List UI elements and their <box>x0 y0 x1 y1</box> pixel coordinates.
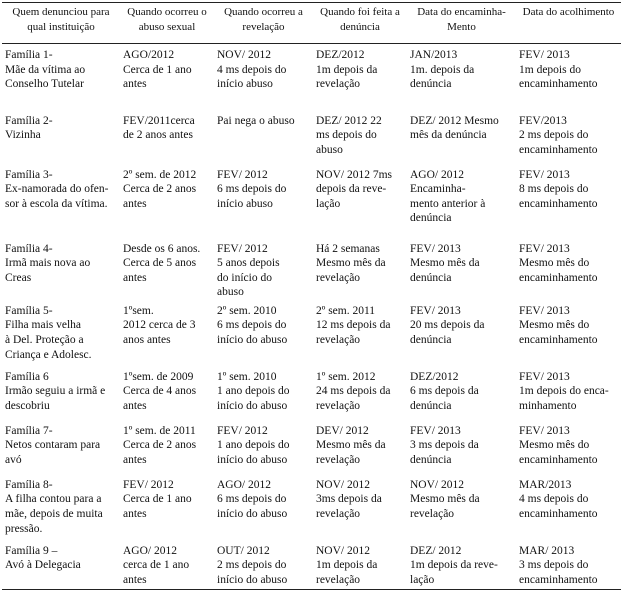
cell-line: início do abuso <box>217 400 288 413</box>
cell-line: A filha contou para a <box>5 493 102 506</box>
report-date-cell <box>313 164 407 238</box>
table-row <box>2 300 621 366</box>
reporter-cell <box>2 540 120 590</box>
reception-cell <box>516 238 621 300</box>
revelation-cell <box>214 44 313 110</box>
header-line: denúncia <box>340 21 380 33</box>
cell-line: FEV/2013 <box>519 114 567 127</box>
cell-line: revelação <box>316 508 361 521</box>
abuse-date-cell <box>120 44 214 110</box>
abuse-date-header <box>120 3 214 44</box>
cell-line: antes <box>123 508 147 521</box>
cell-line: revelação <box>316 271 361 284</box>
reporter-cell <box>2 366 120 420</box>
cell-line: Família 4- <box>5 242 53 255</box>
cell-line: encaminhamento <box>519 143 598 156</box>
cell-line: encaminhamento <box>519 454 598 467</box>
cell-line: Ex-namorada do ofen- <box>5 183 109 196</box>
cell-line: 2 ms depois do <box>217 559 287 572</box>
cell-line: antes <box>123 400 147 413</box>
referral-header <box>407 3 516 44</box>
cell-line: início abuso <box>217 197 273 210</box>
table-row <box>2 44 621 110</box>
cell-line: 6 ms depois da <box>410 385 479 398</box>
cell-line: Mesmo mês da <box>410 493 480 506</box>
cell-line: revelação <box>410 508 455 521</box>
reception-cell <box>516 164 621 238</box>
cell-line: antes <box>123 78 147 91</box>
cell-line: encaminhamento <box>519 574 598 587</box>
abuse-date-cell <box>120 540 214 590</box>
cell-line: início do abuso <box>217 508 288 521</box>
cell-line: Cerca de 2 anos <box>123 183 197 196</box>
cell-line: 4 ms depois do <box>519 493 589 506</box>
cell-line: 2º sem. 2010 <box>217 304 277 317</box>
cell-line: Família 6 <box>5 370 49 383</box>
cell-line: 24 ms depois da <box>316 385 391 398</box>
cell-line: DEZ/ 2012 <box>410 544 462 557</box>
report-date-header <box>313 3 407 44</box>
cell-line: antes <box>123 454 147 467</box>
cell-line: DEV/ 2012 <box>316 424 369 437</box>
cell-line: NOV/ 2012 <box>316 478 370 491</box>
cell-line: FEV/ 2013 <box>519 49 570 61</box>
table-row <box>2 164 621 238</box>
cell-line: antes <box>123 271 147 284</box>
reporter-cell <box>2 300 120 366</box>
report-date-cell <box>313 44 407 110</box>
cell-line: início do abuso <box>217 454 288 467</box>
cell-line: depois da reve- <box>316 183 387 196</box>
cell-line: MAR/ 2013 <box>519 544 575 557</box>
cell-line: denúncia <box>410 400 452 413</box>
revelation-cell <box>214 540 313 590</box>
cell-line: Há 2 semanas <box>316 242 380 255</box>
header-line: Quando foi feita a <box>320 6 400 18</box>
abuse-date-cell <box>120 420 214 474</box>
cell-line: 1ºsem. de 2009 <box>123 370 194 383</box>
cell-line: FEV/ 2013 <box>410 424 461 437</box>
cell-line: Mesmo mês da <box>410 257 480 270</box>
cell-line: 1ºsem. <box>123 304 154 317</box>
reporter-header <box>2 3 120 44</box>
cell-line: FEV/ 2012 <box>217 242 268 255</box>
report-date-cell <box>313 420 407 474</box>
cell-line: DEZ/2012 <box>410 370 459 383</box>
table-row <box>2 474 621 540</box>
cell-line: lação <box>410 574 435 587</box>
cell-line: 1m depois da <box>316 559 378 572</box>
cell-line: denúncia <box>410 212 452 225</box>
cell-line: Família 2- <box>5 114 53 127</box>
reporter-cell <box>2 420 120 474</box>
abuse-date-cell <box>120 164 214 238</box>
cell-line: sor à escola da vítima. <box>5 197 108 210</box>
referral-cell <box>407 44 516 110</box>
cell-line: denúncia <box>410 78 452 91</box>
cell-line: Cerca de 2 anos <box>123 439 197 452</box>
referral-cell <box>407 474 516 540</box>
report-date-cell <box>313 238 407 300</box>
cell-line: Família 3- <box>5 168 53 181</box>
header-line: Quem denunciou para <box>12 6 110 18</box>
table-body <box>2 44 621 590</box>
cell-line: AGO/ 2012 <box>410 168 464 181</box>
header-line: revelação <box>242 21 285 33</box>
report-date-cell <box>313 366 407 420</box>
cell-line: FEV/ 2013 <box>519 168 570 181</box>
reception-cell <box>516 44 621 110</box>
cell-line: 3 ms depois da <box>410 439 479 452</box>
cell-line: OUT/ 2012 <box>217 544 270 557</box>
cell-line: FEV/ 2012 <box>217 424 268 437</box>
cell-line: revelação <box>316 334 361 347</box>
cell-line: avó <box>5 454 22 467</box>
cell-line: abuso <box>217 286 244 299</box>
revelation-header <box>214 3 313 44</box>
cell-line: Família 8- <box>5 478 53 491</box>
referral-cell <box>407 164 516 238</box>
reception-cell <box>516 300 621 366</box>
cell-line: JAN/2013 <box>410 49 458 61</box>
cell-line: FEV/ 2013 <box>519 370 570 383</box>
cell-line: NOV/ 2012 <box>316 544 370 557</box>
cell-line: Mãe da vítima ao <box>5 63 86 76</box>
reporter-cell <box>2 164 120 238</box>
cell-line: Avó à Delegacia <box>5 559 81 572</box>
reporter-cell <box>2 110 120 164</box>
reception-cell <box>516 474 621 540</box>
cell-line: Família 9 – <box>5 544 58 557</box>
cell-line: início do abuso <box>217 334 288 347</box>
header-line: Data do encaminha- <box>417 6 506 18</box>
cell-line: pressão. <box>5 522 43 535</box>
table-row <box>2 238 621 300</box>
table-header-row <box>2 3 621 44</box>
cell-line: do início do <box>217 271 272 284</box>
abuse-date-cell <box>120 238 214 300</box>
cell-line: mês da denúncia <box>410 129 487 142</box>
cell-line: 2º sem. 2011 <box>316 304 376 317</box>
cell-line: 12 ms depois da <box>316 319 391 332</box>
cell-line: Filha mais velha <box>5 319 82 332</box>
cell-line: Pai nega o abuso <box>217 114 295 127</box>
cell-line: 3 ms depois do <box>519 559 589 572</box>
cell-line: Mesmo mês do <box>519 439 590 452</box>
cell-line: FEV/ 2012 <box>123 478 174 491</box>
family-timeline-table <box>2 2 621 590</box>
referral-cell <box>407 366 516 420</box>
table-row <box>2 540 621 590</box>
cell-line: encaminhamento <box>519 271 598 284</box>
revelation-cell <box>214 110 313 164</box>
cell-line: 8 ms depois do <box>519 183 589 196</box>
cell-line: encaminhamento <box>519 508 598 521</box>
cell-line: 20 ms depois da <box>410 319 485 332</box>
cell-line: DEZ/ 2012 22 <box>316 114 382 127</box>
cell-line: AGO/ 2012 <box>123 544 177 557</box>
abuse-date-cell <box>120 366 214 420</box>
abuse-date-cell <box>120 110 214 164</box>
cell-line: 3ms depois da <box>316 493 382 506</box>
referral-cell <box>407 110 516 164</box>
cell-line: FEV/ 2013 <box>519 424 570 437</box>
cell-line: encaminhamento <box>519 78 598 91</box>
cell-line: 1 ano depois do <box>217 385 290 398</box>
cell-line: 1m depois da reve- <box>410 559 498 572</box>
cell-line: FEV/ 2013 <box>519 304 570 317</box>
cell-line: antes <box>123 197 147 210</box>
cell-line: Mesmo mês do <box>519 319 590 332</box>
cell-line: Mesmo mês do <box>519 257 590 270</box>
header-line: Quando ocorreu o <box>127 6 207 18</box>
cell-line: encaminhamento <box>519 197 598 210</box>
cell-line: 2 ms depois do <box>519 129 589 142</box>
cell-line: Encaminha- <box>410 183 466 196</box>
cell-line: antes <box>123 574 147 587</box>
table-row <box>2 420 621 474</box>
cell-line: 1º sem. 2012 <box>316 370 376 383</box>
cell-line: denúncia <box>410 334 452 347</box>
cell-line: FEV/ 2012 <box>217 168 268 181</box>
cell-line: Vizinha <box>5 129 41 142</box>
cell-line: Criança e Adolesc. <box>5 348 92 361</box>
header-line: abuso sexual <box>138 21 196 33</box>
cell-line: cerca de 1 ano <box>123 559 190 572</box>
revelation-cell <box>214 164 313 238</box>
cell-line: Cerca de 5 anos <box>123 257 197 270</box>
cell-line: anos antes <box>123 334 171 347</box>
header-line: Data do acolhimento <box>522 6 615 18</box>
cell-line: 1m. depois da <box>410 63 475 76</box>
cell-line: Netos contaram para <box>5 439 101 452</box>
header-line: Mento <box>447 21 476 33</box>
cell-line: descobriu <box>5 400 50 413</box>
cell-line: FEV/ 2013 <box>410 242 461 255</box>
reception-cell <box>516 420 621 474</box>
cell-line: mento anterior à <box>410 197 486 210</box>
reception-cell <box>516 540 621 590</box>
reporter-cell <box>2 44 120 110</box>
referral-cell <box>407 420 516 474</box>
header-line: qual instituição <box>27 21 95 33</box>
cell-line: mãe, depois de muita <box>5 508 103 521</box>
revelation-cell <box>214 300 313 366</box>
referral-cell <box>407 238 516 300</box>
cell-line: 2012 cerca de 3 <box>123 319 196 332</box>
cell-line: 1m depois do enca- <box>519 385 609 398</box>
cell-line: Desde os 6 anos. <box>123 242 201 255</box>
table-row <box>2 110 621 164</box>
cell-line: FEV/ 2013 <box>410 304 461 317</box>
cell-line: 6 ms depois do <box>217 319 287 332</box>
cell-line: 1º sem. 2010 <box>217 370 277 383</box>
referral-cell <box>407 540 516 590</box>
reporter-cell <box>2 238 120 300</box>
cell-line: lação <box>316 197 341 210</box>
abuse-date-cell <box>120 300 214 366</box>
cell-line: Conselho Tutelar <box>5 78 84 91</box>
cell-line: AGO/ 2012 <box>217 478 271 491</box>
reception-header <box>516 3 621 44</box>
cell-line: Mesmo mês da <box>316 439 386 452</box>
cell-line: Creas <box>5 271 32 284</box>
header-line: Quando ocorreu a <box>224 6 303 18</box>
cell-line: DEZ/2012 <box>316 49 365 61</box>
cell-line: denúncia <box>410 271 452 284</box>
cell-line: encaminhamento <box>519 334 598 347</box>
abuse-date-cell <box>120 474 214 540</box>
cell-line: 1 ano depois do <box>217 439 290 452</box>
cell-line: 1m depois da <box>316 63 378 76</box>
cell-line: 2º sem. de 2012 <box>123 168 197 181</box>
cell-line: Família 7- <box>5 424 53 437</box>
cell-line: início do abuso <box>217 574 288 587</box>
revelation-cell <box>214 366 313 420</box>
cell-line: 1m depois do <box>519 63 581 76</box>
cell-line: Cerca de 4 anos <box>123 385 197 398</box>
cell-line: FEV/2011cerca <box>123 114 195 127</box>
cell-line: NOV/ 2012 <box>217 49 271 61</box>
cell-line: Cerca de 1 ano <box>123 493 192 506</box>
cell-line: 4 ms depois do <box>217 63 287 76</box>
cell-line: FEV/ 2013 <box>519 242 570 255</box>
cell-line: revelação <box>316 454 361 467</box>
report-date-cell <box>313 540 407 590</box>
reception-cell <box>516 366 621 420</box>
cell-line: AGO/2012 <box>123 49 175 61</box>
cell-line: Irmã mais nova ao <box>5 257 91 270</box>
reception-cell <box>516 110 621 164</box>
cell-line: início abuso <box>217 78 273 91</box>
cell-line: 6 ms depois do <box>217 493 287 506</box>
report-date-cell <box>313 300 407 366</box>
cell-line: Família 5- <box>5 304 53 317</box>
cell-line: abuso <box>316 143 343 156</box>
table-row <box>2 366 621 420</box>
cell-line: revelação <box>316 400 361 413</box>
revelation-cell <box>214 420 313 474</box>
cell-line: 5 anos depois <box>217 257 280 270</box>
cell-line: 6 ms depois do <box>217 183 287 196</box>
cell-line: DEZ/ 2012 Mesmo <box>410 114 499 127</box>
cell-line: denúncia <box>410 454 452 467</box>
report-date-cell <box>313 474 407 540</box>
revelation-cell <box>214 238 313 300</box>
cell-line: Família 1- <box>5 49 53 61</box>
cell-line: NOV/ 2012 <box>410 478 464 491</box>
cell-line: ms depois do <box>316 129 377 142</box>
revelation-cell <box>214 474 313 540</box>
reporter-cell <box>2 474 120 540</box>
cell-line: 1º sem. de 2011 <box>123 424 196 437</box>
cell-line: MAR/2013 <box>519 478 572 491</box>
referral-cell <box>407 300 516 366</box>
cell-line: Irmão seguiu a irmã e <box>5 385 106 398</box>
cell-line: à Del. Proteção a <box>5 334 84 347</box>
report-date-cell <box>313 110 407 164</box>
cell-line: revelação <box>316 574 361 587</box>
cell-line: NOV/ 2012 7ms <box>316 168 393 181</box>
cell-line: Cerca de 1 ano <box>123 63 192 76</box>
cell-line: de 2 anos antes <box>123 129 193 142</box>
cell-line: Mesmo mês da <box>316 257 386 270</box>
cell-line: revelação <box>316 78 361 91</box>
cell-line: minhamento <box>519 400 577 413</box>
